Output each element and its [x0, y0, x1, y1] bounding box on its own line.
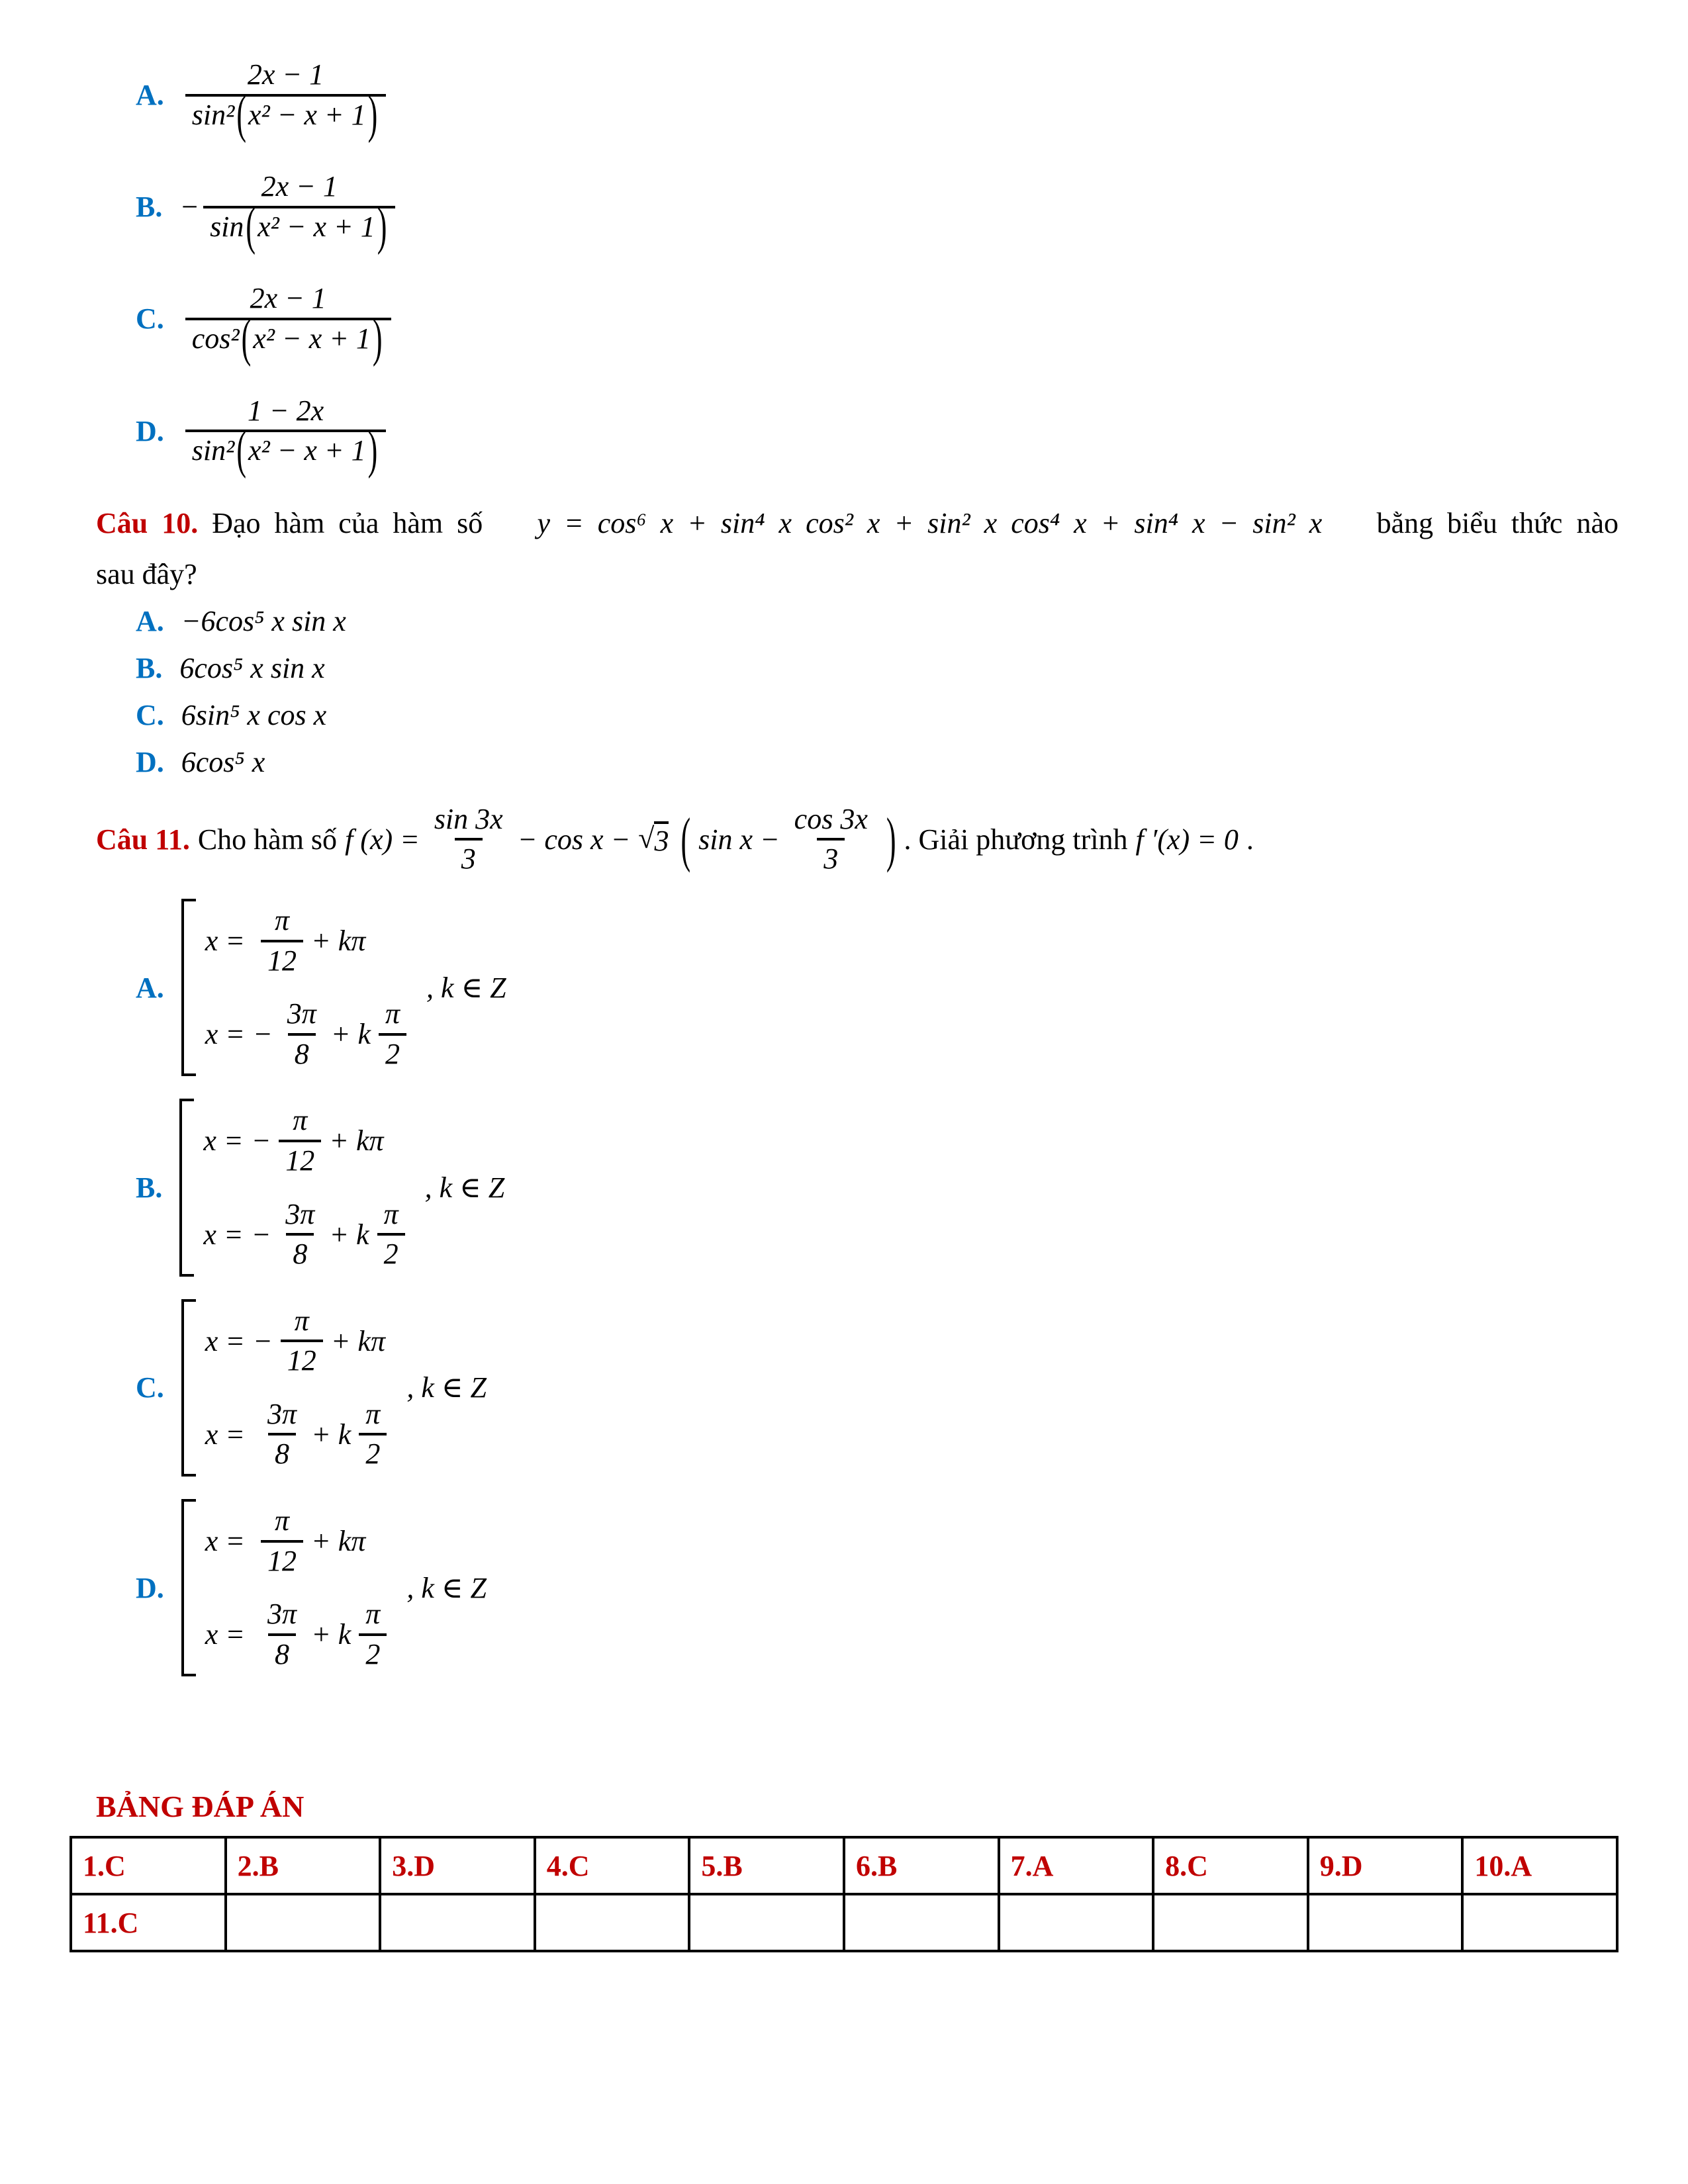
fraction: [281, 997, 323, 1071]
answer-cell: [380, 1894, 535, 1951]
lhs: x =: [205, 1324, 246, 1357]
q9-option-b: [136, 170, 1618, 255]
fraction-denominator: 8: [268, 1633, 296, 1672]
system-lines: [205, 1299, 395, 1477]
option-b-label: B.: [136, 1171, 163, 1204]
fraction-cos3x-over-3: [788, 803, 874, 876]
question-10: [96, 506, 1618, 591]
minus-sign: −: [251, 1124, 271, 1158]
fraction-denominator: 12: [261, 940, 303, 978]
fraction-denominator: 12: [279, 1140, 321, 1178]
fraction-numerator: 3π: [267, 1598, 297, 1631]
fraction-denominator: 2: [377, 1233, 405, 1271]
fraction: [261, 1598, 303, 1671]
q10-option-a: [136, 604, 1618, 638]
option-d-label: D.: [136, 1571, 164, 1604]
left-bracket-icon: [181, 899, 196, 1076]
answer-cell: 2.B: [226, 1837, 381, 1894]
right-paren: ): [377, 197, 387, 255]
q11-option-b: [136, 1099, 1618, 1276]
fraction-denominator: 12: [261, 1540, 303, 1578]
fraction-numerator: cos 3x: [794, 802, 868, 835]
fraction-denominator: 12: [281, 1340, 323, 1378]
question-10-label: Câu 10.: [96, 506, 199, 539]
q9-option-d: [136, 394, 1618, 480]
fraction: [279, 1104, 321, 1177]
fraction-sin3x-over-3: [428, 803, 510, 876]
fraction: [359, 1398, 387, 1471]
lhs: x =: [203, 1124, 244, 1158]
system-line-2: [205, 1398, 395, 1471]
fraction-denominator: 8: [286, 1233, 314, 1271]
fraction: [379, 997, 406, 1071]
fraction-denominator: 2: [379, 1033, 406, 1071]
trig-function: sin: [210, 210, 244, 243]
left-paren: (: [241, 308, 252, 367]
question-10-formula: y = cos⁶ x + sin⁴ x cos² x + sin² x cos⁴ x + sin⁴ x − sin² x: [537, 506, 1323, 539]
fraction: [261, 904, 303, 978]
fraction-numerator: π: [385, 997, 400, 1030]
option-c-label: C.: [136, 698, 164, 731]
answer-cell: 11.C: [71, 1894, 226, 1951]
sentence-period: .: [1246, 823, 1254, 856]
lhs: x =: [205, 1525, 246, 1558]
answer-table-row-1: [71, 1837, 1617, 1894]
minus-sign: −: [253, 1018, 273, 1051]
q11-option-a: [136, 899, 1618, 1076]
answer-cell: 6.B: [844, 1837, 999, 1894]
fraction-denominator: [185, 308, 391, 367]
right-paren: ): [367, 420, 378, 480]
answer-cell: [689, 1894, 844, 1951]
answer-cell: [1308, 1894, 1463, 1951]
lhs: x =: [203, 1218, 244, 1251]
k-in-z-suffix: , k ∈ Z: [426, 971, 506, 1004]
equation-system: [181, 1299, 395, 1477]
line-tail: + kπ: [311, 925, 366, 958]
middle-terms: − cos x −: [517, 823, 631, 856]
right-paren: ): [886, 805, 896, 874]
question-10-intro-text: Đạo hàm của hàm số: [212, 506, 483, 539]
fraction: [185, 58, 387, 144]
paren-inner-pre: sin x −: [698, 823, 780, 856]
option-b-value: 6cos⁵ x sin x: [179, 651, 325, 684]
left-bracket-icon: [179, 1099, 194, 1276]
fraction-numerator: π: [365, 1397, 381, 1430]
answer-cell: 8.C: [1153, 1837, 1308, 1894]
system-line-1: [205, 1304, 393, 1378]
answer-cell: 4.C: [535, 1837, 690, 1894]
trig-function: sin²: [191, 434, 235, 467]
system-line-2: [205, 1598, 395, 1671]
system-line-1: [205, 904, 374, 978]
fraction-denominator: 2: [359, 1433, 387, 1471]
right-paren: ): [372, 308, 383, 367]
option-d-value: 6cos⁵ x: [181, 745, 265, 778]
equation-to-solve: f ′(x) = 0: [1135, 823, 1239, 856]
option-c-value: 6sin⁵ x cos x: [181, 698, 327, 731]
option-c-label: C.: [136, 302, 164, 336]
trig-function: sin²: [191, 98, 235, 131]
fraction-numerator: π: [294, 1304, 309, 1337]
fraction-numerator: 3π: [267, 1397, 297, 1430]
k-in-z-suffix: , k ∈ Z: [424, 1171, 505, 1204]
line-tail: + kπ: [311, 1525, 366, 1558]
radicand: 3: [654, 821, 669, 858]
question-11-intro-text: Cho hàm số: [197, 823, 338, 856]
fraction-denominator: 8: [288, 1033, 316, 1071]
line-tail: + kπ: [329, 1124, 384, 1158]
answer-table-title: BẢNG ĐÁP ÁN: [96, 1790, 305, 1824]
fraction-numerator: 2x − 1: [247, 58, 324, 91]
fraction-denominator: 2: [359, 1633, 387, 1672]
answer-cell: 9.D: [1308, 1837, 1463, 1894]
left-paren: (: [236, 85, 246, 144]
fraction-denominator: 3: [455, 838, 483, 876]
equation-system: [181, 1499, 395, 1676]
answer-cell: 7.A: [999, 1837, 1154, 1894]
fraction: [279, 1198, 321, 1271]
line-tail: + k: [311, 1618, 352, 1651]
fraction: [377, 1198, 405, 1271]
answer-cell: 1.C: [71, 1837, 226, 1894]
q9-option-c: [136, 282, 1618, 367]
system-line-2: [205, 997, 414, 1071]
fraction-numerator: π: [274, 903, 290, 936]
question-10-outro-text: bằng biểu thức nào: [1376, 506, 1618, 539]
question-11-outro-text: . Giải phương trình: [904, 823, 1128, 856]
q10-option-c: [136, 698, 1618, 732]
fraction: [185, 282, 391, 367]
left-paren: (: [680, 805, 691, 874]
fraction: [261, 1504, 303, 1578]
answer-cell: 3.D: [380, 1837, 535, 1894]
q9-option-a: [136, 58, 1618, 144]
option-a-value: −6cos⁵ x sin x: [181, 604, 346, 637]
fraction: [261, 1398, 303, 1471]
answer-table-row-2: [71, 1894, 1617, 1951]
denominator-argument: x² − x + 1: [258, 210, 375, 243]
line-tail: + kπ: [330, 1324, 385, 1357]
fraction: [203, 170, 395, 255]
fraction-denominator: [203, 197, 395, 255]
answer-cell: [844, 1894, 999, 1951]
line-tail: + k: [330, 1018, 371, 1051]
q10-option-b: [136, 651, 1618, 685]
system-line-2: [203, 1198, 412, 1271]
minus-sign: −: [251, 1218, 271, 1251]
document-content: [70, 58, 1618, 1952]
answer-cell: [1153, 1894, 1308, 1951]
answer-cell: [999, 1894, 1154, 1951]
fraction-numerator: sin 3x: [434, 802, 503, 835]
fraction-numerator: 3π: [285, 1197, 315, 1230]
question-11: [96, 803, 1618, 876]
right-paren: ): [367, 85, 378, 144]
system-lines: [205, 899, 414, 1076]
question-10-intro: [96, 506, 483, 540]
system-line-1: [203, 1104, 391, 1177]
option-a-label: A.: [136, 604, 164, 637]
denominator-argument: x² − x + 1: [248, 98, 366, 131]
option-d-label: D.: [136, 414, 164, 447]
q11-option-d: [136, 1499, 1618, 1676]
answer-table: [70, 1836, 1618, 1952]
left-paren: (: [236, 420, 246, 480]
fraction: [359, 1598, 387, 1671]
fraction-denominator: [185, 420, 387, 480]
question-10-line-1: [96, 506, 1618, 540]
q10-option-d: [136, 745, 1618, 779]
answer-cell: 10.A: [1462, 1837, 1617, 1894]
radical-icon: √: [638, 821, 655, 854]
system-line-1: [205, 1504, 374, 1578]
minus-sign: −: [253, 1324, 273, 1357]
fraction-numerator: π: [365, 1598, 381, 1631]
k-in-z-suffix: , k ∈ Z: [406, 1371, 487, 1404]
function-lhs: f (x) =: [345, 823, 420, 856]
left-bracket-icon: [181, 1499, 196, 1676]
trig-function: cos²: [191, 322, 240, 355]
line-tail: + k: [311, 1418, 352, 1451]
minus-sign: −: [179, 191, 200, 224]
left-bracket-icon: [181, 1299, 196, 1477]
fraction-denominator: 3: [817, 838, 845, 876]
option-a-label: A.: [136, 79, 164, 112]
fraction-numerator: π: [293, 1104, 308, 1137]
system-lines: [205, 1499, 395, 1676]
fraction-numerator: 2x − 1: [261, 170, 338, 203]
fraction: [281, 1304, 323, 1378]
q11-option-c: [136, 1299, 1618, 1477]
fraction: [185, 394, 387, 480]
square-root-of-3: [638, 821, 669, 858]
fraction-denominator: [185, 85, 387, 144]
answer-cell: [226, 1894, 381, 1951]
option-b-label: B.: [136, 191, 163, 224]
option-d-label: D.: [136, 745, 164, 778]
system-lines: [203, 1099, 412, 1276]
fraction-denominator: 8: [268, 1433, 296, 1471]
lhs: x =: [205, 1418, 246, 1451]
denominator-argument: x² − x + 1: [253, 322, 371, 355]
answer-cell: 5.B: [689, 1837, 844, 1894]
left-paren: (: [246, 197, 256, 255]
equation-system: [181, 899, 414, 1076]
lhs: x =: [205, 1618, 246, 1651]
fraction-numerator: 1 − 2x: [247, 394, 324, 427]
option-b-label: B.: [136, 651, 163, 684]
lhs: x =: [205, 1018, 246, 1051]
line-tail: + k: [329, 1218, 369, 1251]
answer-cell: [535, 1894, 690, 1951]
equation-system: [179, 1099, 412, 1276]
option-a-label: A.: [136, 971, 164, 1004]
denominator-argument: x² − x + 1: [248, 434, 366, 467]
fraction-numerator: π: [383, 1197, 399, 1230]
question-11-label: Câu 11.: [96, 823, 190, 856]
fraction-numerator: 2x − 1: [250, 282, 326, 315]
option-c-label: C.: [136, 1371, 164, 1404]
answer-cell: [1462, 1894, 1617, 1951]
fraction-numerator: 3π: [287, 997, 316, 1030]
question-10-line-2: sau đây?: [96, 557, 197, 590]
fraction-numerator: π: [274, 1504, 290, 1537]
lhs: x =: [205, 925, 246, 958]
k-in-z-suffix: , k ∈ Z: [406, 1571, 487, 1604]
